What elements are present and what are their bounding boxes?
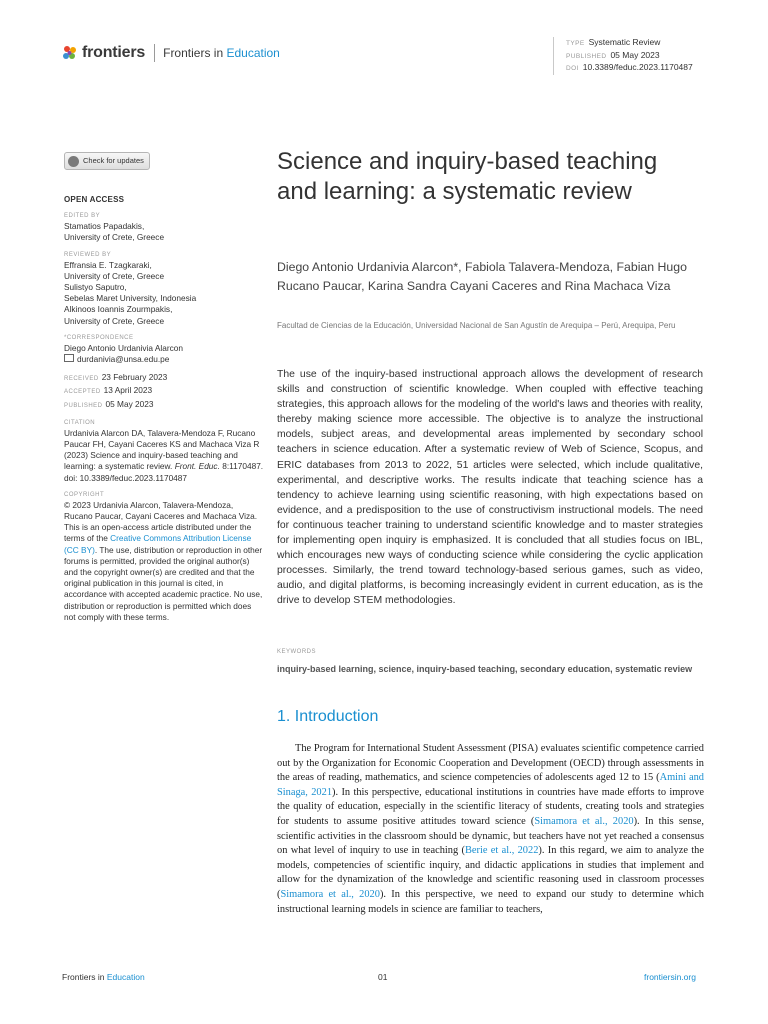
article-title: Science and inquiry-based teaching and learning: a systematic review: [277, 148, 658, 205]
reviewed-by-label: REVIEWED BY: [64, 251, 112, 258]
brand-name: frontiers: [82, 44, 146, 61]
citation-link[interactable]: Simamora et al., 2020: [534, 815, 634, 827]
citation-label: CITATION: [64, 419, 96, 426]
citation-link[interactable]: Berie et al., 2022: [464, 845, 539, 857]
copyright-text: © 2023 Urdanivia Alarcon, Talavera-Mendoza, Rucano Paucar, Cayani Caceres and Machaca Viza. This is an open-access article distributed under the terms of the Creative Commons Attribution License (CC BY). The use, distribution or reproduction in other forums is permitted, provided the original author(s) and the copyright owner(s) are credited and that the original publication in this journal is cited, in accordance with accepted academic practice. No use, distribution or reproduction is permitted which does not comply with these terms.: [64, 499, 263, 622]
article-meta: [553, 37, 693, 75]
license-link[interactable]: Creative Commons Attribution License (CC BY): [64, 533, 252, 555]
keywords-label: KEYWORDS: [277, 649, 317, 655]
introduction-paragraph: The Program for International Student Assessment (PISA) evaluates scientific competence carried out by the Organization for Economic Cooperation and Development (OECD) through assessments in the areas of reading, mathematics, and science competencies of adolescents aged 12 to 15 (Amini and Sinaga, 2021). In this perspective, educational institutions in countries have made efforts to improve the quality of education, especially in the scientific literacy of students, creating tools and strategies for students to assume positive attitudes toward science (Simamora et al., 2020). In this sense, scientific activities in the classroom should be dynamic, but teachers have not yet reached a consensus on what level of inquiry to use in teaching (Berie et al., 2022). In this regard, we aim to analyze the models, competencies of scientific inquiry, and didactic applications in studies that implement and allow for the dynamization of the knowledge and scientific reasoning used in classroom processes (Simamora et al., 2020). In this perspective, we need to expand our study to determine which instructional learning models in science are familiar to teachers,: [277, 743, 705, 915]
check-for-updates-button[interactable]: Check for updates: [64, 152, 150, 170]
footer-journal[interactable]: Frontiers in Education: [62, 972, 145, 982]
meta-doi[interactable]: DOI 10.3389/feduc.2023.1170487: [566, 62, 693, 72]
keywords: inquiry-based learning, science, inquiry-based teaching, secondary education, systematic review: [277, 664, 693, 674]
citation-link[interactable]: Simamora et al., 2020: [280, 888, 380, 900]
copyright-label: COPYRIGHT: [64, 491, 105, 498]
sidebar: Check for updates OPEN ACCESS EDITED BY Stamatios Papadakis, University of Crete, Greece REVIEWED BY Effransia E. Tzagkaraki, University of Crete, Greece Sulistyo Saputro, Sebelas Maret University, Indonesia Alkinoos Ioannis Zourmpakis, University of Crete, Greece *CORRESPONDENCE Diego Antonio Urdanivia Alarcon durdanivia@unsa.edu.pe RECEIVED 23 February 2023 ACCEPTED 13 April 2023 PUBLISHED 05 May 2023 CITATION Urdanivia Alarcon DA, Talavera-Mendoza F, Rucano Paucar FH, Cayani Caceres KS and Machaca Viza R (2023) Science and inquiry-based teaching and learning: a systematic review. Front. Educ. 8:1170487. doi: 10.3389/feduc.2023.1170487 COPYRIGHT © 2023 Urdanivia Alarcon, Talavera-Mendoza, Rucano Paucar, Cayani Caceres and Machaca Viza. This is an open-access article distributed under the terms of the Creative Commons Attribution License (CC BY). The use, distribution or reproduction in other forums is permitted, provided the original author(s) and the copyright owner(s) are credited and that the original publication in this journal is cited, in accordance with accepted academic practice. No use, distribution or reproduction is permitted which does not comply with these terms.: [64, 152, 264, 623]
correspondence-label: *CORRESPONDENCE: [64, 334, 134, 341]
open-access-label: OPEN ACCESS: [64, 195, 125, 204]
dates: RECEIVED 23 February 2023 ACCEPTED 13 April 2023 PUBLISHED 05 May 2023: [64, 372, 168, 409]
brand-divider: [154, 44, 155, 62]
journal-name: Education: [226, 46, 280, 60]
edited-by-label: EDITED BY: [64, 213, 101, 220]
journal-prefix: Frontiers in: [163, 46, 224, 60]
refresh-icon: [68, 156, 79, 167]
citation-text: Urdanivia Alarcon DA, Talavera-Mendoza F, Rucano Paucar FH, Cayani Caceres KS and Machaca Viza R (2023) Science and inquiry-based teaching and learning: a systematic review. Front. Educ. 8:1170487. doi: 10.3389/feduc.2023.1170487: [64, 427, 264, 483]
correspondence-email[interactable]: durdanivia@unsa.edu.pe: [64, 354, 264, 365]
meta-type: TYPE Systematic Review: [566, 37, 661, 47]
journal-title: [163, 46, 280, 60]
affiliation: Facultad de Ciencias de la Educación, Universidad Nacional de San Agustín de Arequipa – Perú, Arequipa, Peru: [277, 321, 676, 330]
citation-link[interactable]: Amini and Sinaga, 2021: [277, 772, 705, 798]
footer-site-link[interactable]: frontiersin.org: [644, 972, 696, 982]
author-list: Diego Antonio Urdanivia Alarcon*, Fabiola Talavera-Mendoza, Fabian Hugo Rucano Paucar, Karina Sandra Cayani Caceres and Rina Machaca Viza: [277, 260, 687, 293]
meta-published: PUBLISHED 05 May 2023: [566, 49, 660, 60]
mail-icon: [64, 354, 74, 362]
frontiers-logo-icon: [62, 45, 78, 61]
section-heading: 1. Introduction: [277, 708, 379, 725]
journal-brand[interactable]: [62, 44, 280, 62]
abstract: The use of the inquiry-based instructional approach allows the development of research skills and construction of scientific knowledge. When coupled with effective teaching strategies, this approach allows for the modeling of the world's laws and theories with reality, thereby making science more accessible. The objective is to analyze the instructional models, subject areas, and developmental areas implemented by secondary school teachers in science education. After a systematic review of Web of Science, Scopus, and ERIC databases from 2013 to 2022, 51 articles were selected, which include qualitative, experimental, and descriptive works. The results indicate that teaching science has a tendency to achieve learning using scientific reasoning, with high expectations based on evidence, and a predisposition to the use of constructivism instructional models. The need for continuous teacher training to understand scientific knowledge and to master strategies for implementing open inquiry is emphasized. It is concluded that all studies focus on IBL, which encourages new ways of conducting science while considering the cyclic application processes. Similarly, the trend toward technology-based serious games, such as video, audio, and digital platforms, is becoming increasingly evident in current education, as is the drive to develop STEM methodologies.: [277, 369, 703, 607]
page-number: 01: [378, 972, 388, 982]
